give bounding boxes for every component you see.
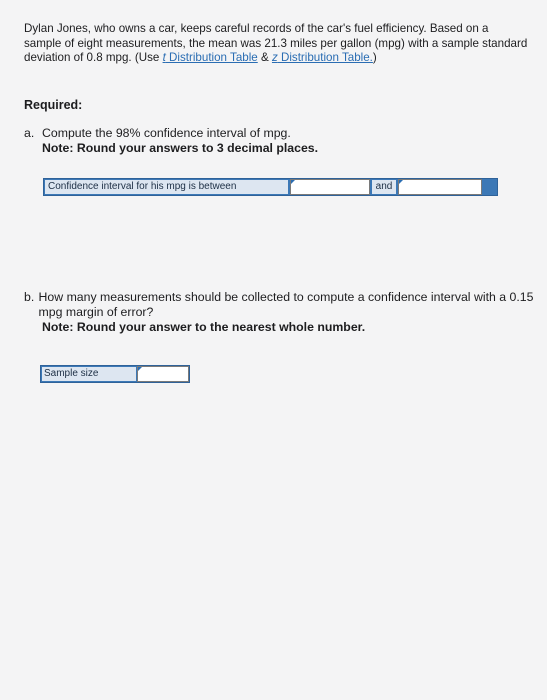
part-b-letter: b. (24, 290, 35, 304)
t-link-prefix: t (162, 51, 166, 64)
part-b-question: How many measurements should be collected to compute a confidence interval with a 0.15 mpg margin of error? (38, 290, 534, 319)
intro-close-paren: ) (372, 51, 377, 64)
z-link-label: Distribution Table. (277, 51, 373, 64)
and-label: and (372, 180, 396, 194)
t-distribution-table-link[interactable] (163, 51, 258, 64)
z-distribution-table-link[interactable] (272, 51, 373, 64)
part-b (24, 290, 534, 335)
part-a-note: Note: Round your answers to 3 decimal places. (42, 141, 319, 155)
sample-size-input[interactable] (137, 366, 189, 382)
sample-size-answer-row (40, 365, 190, 383)
required-heading: Required: (24, 98, 83, 112)
part-b-note: Note: Round your answer to the nearest whole number. (42, 320, 366, 334)
t-link-label: Distribution Table (165, 51, 258, 64)
part-a (24, 126, 318, 156)
ci-lower-bound-input[interactable] (290, 179, 370, 195)
z-link-prefix: z (271, 51, 278, 64)
part-a-question: Compute the 98% confidence interval of mpg. (42, 126, 291, 140)
problem-statement (24, 22, 529, 66)
ci-upper-bound-input[interactable] (398, 179, 482, 195)
sample-size-label: Sample size (42, 367, 136, 381)
part-a-letter: a. (24, 126, 35, 140)
ampersand-text: & (257, 51, 272, 64)
confidence-interval-label: Confidence interval for his mpg is between (45, 180, 288, 194)
problem-intro-text: Dylan Jones, who owns a car, keeps careful records of the car's fuel efficiency. Based on a sample of eight measurements, the mean was 21.3 miles per gallon (mpg) with a sample standard deviation of 0.8 mpg. (Use (24, 22, 528, 64)
confidence-interval-answer-row (43, 178, 498, 196)
